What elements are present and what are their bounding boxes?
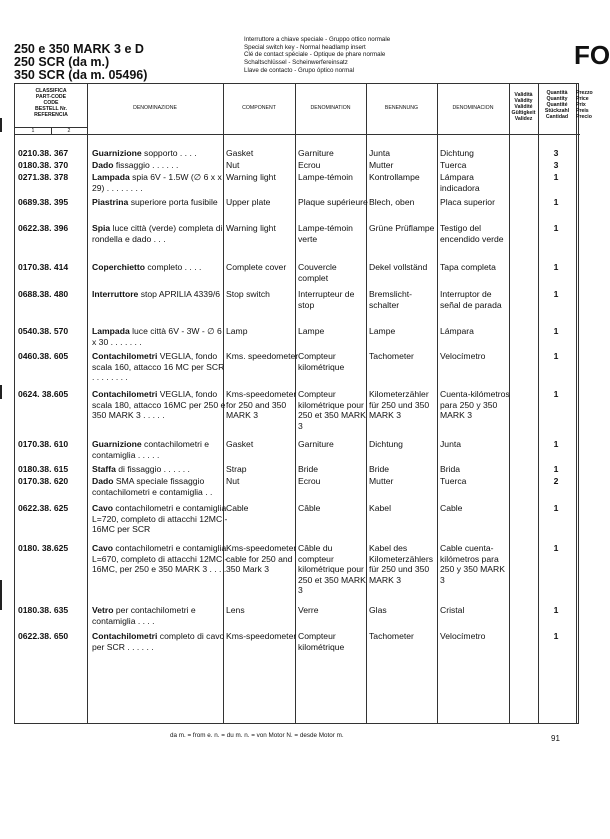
- denominacion-es: Tuerca: [440, 476, 467, 486]
- description-it-main: Lampada: [92, 326, 130, 336]
- col-header-denominacion: DENOMINACION: [452, 105, 494, 111]
- quantity: 1: [553, 223, 559, 233]
- subtitle-line: Interruttore a chiave speciale - Gruppo ottico normale: [244, 36, 391, 43]
- quantity: 1: [553, 631, 559, 641]
- benennung-de: Blech, oben: [369, 197, 415, 207]
- denominacion-es: Velocímetro: [440, 631, 486, 641]
- subtitle-line: Llave de contacto - Grupo óptico normal: [244, 66, 355, 74]
- description-it: [92, 439, 228, 460]
- section-code: FO: [574, 40, 610, 70]
- denominacion-es: Placa superior: [440, 197, 495, 207]
- denominacion-es: Cristal: [440, 605, 465, 615]
- component-en: Upper plate: [226, 197, 271, 207]
- scan-edge-mark: [0, 385, 2, 399]
- col-header-denomination: DENOMINATION: [310, 105, 351, 111]
- description-it-main: Lampada: [92, 172, 130, 182]
- denomination-fr: Couvercle complet: [298, 262, 337, 283]
- part-code: 0624. 38.605: [18, 389, 69, 399]
- quantity: 1: [553, 464, 559, 474]
- benennung-de: Tachometer: [369, 631, 414, 641]
- denomination-fr: Compteur kilométrique pour 250 et 350 MARK 3: [298, 389, 366, 431]
- description-it-detail: contachilometri e contamiglia L=670, completo di attacchi 12MC - 16MC, per 250 e 350 MARK 3 . . . .: [92, 543, 228, 574]
- denomination-fr: Verre: [298, 605, 319, 615]
- denominacion-es: Lámpara indicadora: [440, 172, 480, 193]
- denominacion-es: Cable cuenta-kilómetros para 250 y 350 MARK 3: [440, 543, 505, 585]
- denominacion-es: Testigo del encendido verde: [440, 223, 504, 244]
- description-it-detail: superiore porta fusibile: [128, 197, 218, 207]
- component-en: Kms. speedometer: [226, 351, 299, 361]
- denomination-fr: Lampe: [298, 326, 325, 336]
- quantity: 1: [553, 389, 559, 399]
- description-it-main: Contachilometri: [92, 389, 158, 399]
- description-it-main: Guarnizione: [92, 439, 142, 449]
- part-code: 0210.38. 367: [18, 148, 69, 158]
- description-it: [92, 262, 228, 273]
- description-it: [92, 148, 228, 159]
- col-header-validity: Validità Validity Validité Gültigkeit Validez: [511, 92, 536, 122]
- quantity: 1: [553, 172, 559, 182]
- denomination-fr: Garniture: [298, 439, 334, 449]
- description-it-main: Dado: [92, 476, 114, 486]
- description-it: [92, 197, 228, 208]
- benennung-de: Grüne Prüflampe: [369, 223, 435, 233]
- quantity: 3: [553, 148, 559, 158]
- denomination-fr: Bride: [298, 464, 319, 474]
- part-code: 0622.38. 625: [18, 503, 69, 513]
- denomination-fr: Câble du compteur kilométrique pour 250 et 350 MARK 3: [298, 543, 366, 595]
- description-it: [92, 543, 228, 575]
- component-en: Kms-speedometer cable for 250 and 350 Mark 3: [226, 543, 297, 574]
- col-header-code-sub-2: 2: [67, 128, 71, 134]
- description-it: [92, 605, 228, 626]
- col-header-quantity: Quantità Quantity Quantité Stückzahl Cantidad: [544, 90, 570, 120]
- quantity: 1: [553, 503, 559, 513]
- benennung-de: Junta: [369, 148, 391, 158]
- description-it: [92, 464, 228, 475]
- benennung-de: Lampe: [369, 326, 396, 336]
- denominacion-es: Velocímetro: [440, 351, 486, 361]
- description-it: [92, 351, 228, 383]
- benennung-de: Dichtung: [369, 439, 403, 449]
- benennung-de: Kabel des Kilometerzählers für 250 und 350 MARK 3: [369, 543, 433, 585]
- description-it-main: Coperchietto: [92, 262, 145, 272]
- denominacion-es: Cable: [440, 503, 463, 513]
- component-en: Lens: [226, 605, 245, 615]
- denomination-fr: Ecrou: [298, 160, 321, 170]
- benennung-de: Glas: [369, 605, 387, 615]
- benennung-de: Bride: [369, 464, 390, 474]
- part-code: 0688.38. 480: [18, 289, 69, 299]
- description-it: [92, 223, 228, 244]
- description-it: [92, 172, 228, 193]
- quantity: 1: [553, 197, 559, 207]
- quantity: 1: [553, 439, 559, 449]
- denomination-fr: Compteur kilométrique: [298, 351, 345, 372]
- part-code: 0180.38. 635: [18, 605, 69, 615]
- description-it-detail: VEGLIA, fondo scala 160, attacco 16 MC per SCR . . . . . . . .: [92, 351, 225, 382]
- description-it: [92, 160, 228, 171]
- col-header-code: CLASSIFICA PART-CODE CODE BESTELL Nr. REFERENCIA: [34, 88, 68, 118]
- denominacion-es: Junta: [440, 439, 462, 449]
- quantity: 3: [553, 160, 559, 170]
- component-en: Strap: [226, 464, 247, 474]
- description-it-main: Cavo: [92, 503, 114, 513]
- description-it: [92, 503, 228, 535]
- component-en: Gasket: [226, 148, 254, 158]
- description-it-detail: luce città 6V - 3W - ∅ 6 x 30 . . . . . . .: [92, 326, 222, 347]
- part-code: 0540.38. 570: [18, 326, 69, 336]
- description-it: [92, 326, 228, 347]
- denomination-fr: Lampe-témoin: [298, 172, 353, 182]
- component-en: Stop switch: [226, 289, 270, 299]
- component-en: Nut: [226, 476, 240, 486]
- quantity: 1: [553, 326, 559, 336]
- part-code: 0180.38. 370: [18, 160, 69, 170]
- description-it-main: Piastrina: [92, 197, 129, 207]
- part-code: 0271.38. 378: [18, 172, 69, 182]
- denominacion-es: Tuerca: [440, 160, 467, 170]
- part-code: 0170.38. 620: [18, 476, 69, 486]
- description-it-detail: contachilometri e contamiglia . . . . .: [92, 439, 210, 460]
- component-en: Warning light: [226, 172, 276, 182]
- col-header-code-sub-1: 1: [31, 128, 35, 134]
- description-it-detail: stop APRILIA 4339/6: [138, 289, 221, 299]
- col-header-benennung: BENENNUNG: [384, 105, 419, 111]
- title-line: 250 SCR (da m.): [14, 55, 110, 69]
- denomination-fr: Câble: [298, 503, 321, 513]
- component-en: Nut: [226, 160, 240, 170]
- denominacion-es: Cuenta-kilómetros para 250 y 350 MARK 3: [440, 389, 510, 420]
- description-it-main: Contachilometri: [92, 631, 158, 641]
- denominacion-es: Lámpara: [440, 326, 474, 336]
- benennung-de: Mutter: [369, 160, 394, 170]
- scan-edge-mark: [0, 118, 2, 132]
- col-header-price: Prezzo Price Prix Preis Precio: [576, 90, 593, 120]
- part-code: 0170.38. 610: [18, 439, 69, 449]
- component-en: Complete cover: [226, 262, 287, 272]
- col-header-denominazione: DENOMINAZIONE: [133, 105, 177, 111]
- denominacion-es: Interruptor de señal de parada: [440, 289, 502, 310]
- quantity: 1: [553, 351, 559, 361]
- description-it-detail: SMA speciale fissaggio contachilometri e contamiglia . .: [92, 476, 213, 497]
- description-it-detail: luce città (verde) completa di rondella e dado . . .: [92, 223, 223, 244]
- denomination-fr: Garniture: [298, 148, 334, 158]
- description-it-main: Dado: [92, 160, 114, 170]
- part-code: 0180.38. 615: [18, 464, 69, 474]
- description-it-main: Staffa: [92, 464, 116, 474]
- footer-note: da m. = from e. n. = du m. n. = von Motor N. = desde Motor m.: [170, 732, 344, 739]
- denomination-fr: Interrupteur de stop: [298, 289, 355, 310]
- col-header-component: COMPONENT: [242, 105, 276, 111]
- description-it: [92, 631, 228, 652]
- benennung-de: Kabel: [369, 503, 391, 513]
- description-it-detail: sopporto . . . .: [141, 148, 197, 158]
- section-subtitle: [244, 36, 390, 75]
- part-code: 0180. 38.625: [18, 543, 69, 553]
- description-it: [92, 389, 228, 421]
- quantity: 2: [553, 476, 559, 486]
- part-code: 0622.38. 650: [18, 631, 69, 641]
- description-it: [92, 476, 228, 497]
- denomination-fr: Ecrou: [298, 476, 321, 486]
- component-en: Kms-speedometer for 250 and 350 MARK 3: [226, 389, 297, 420]
- description-it-main: Spia: [92, 223, 111, 233]
- benennung-de: Bremslicht-schalter: [369, 289, 412, 310]
- subtitle-line: Schaltschlüssel - Scheinwerfereinsatz: [244, 59, 348, 67]
- component-en: Lamp: [226, 326, 248, 336]
- title-line: 250 e 350 MARK 3 e D: [14, 42, 144, 56]
- description-it-main: Interruttore: [92, 289, 139, 299]
- description-it-main: Guarnizione: [92, 148, 142, 158]
- component-en: Gasket: [226, 439, 254, 449]
- benennung-de: Kilometerzähler für 250 und 350 MARK 3: [369, 389, 430, 420]
- quantity: 1: [553, 289, 559, 299]
- title-line: 350 SCR (da m. 05496): [14, 68, 148, 82]
- quantity: 1: [553, 543, 559, 553]
- page-number: 91: [551, 734, 560, 743]
- description-it-main: Vetro: [92, 605, 114, 615]
- part-code: 0460.38. 605: [18, 351, 69, 361]
- part-code: 0170.38. 414: [18, 262, 69, 272]
- description-it-detail: fissaggio . . . . . .: [113, 160, 179, 170]
- description-it-detail: spia 6V - 1.5W (∅ 6 x x 29) . . . . . . . .: [92, 172, 222, 193]
- description-it: [92, 289, 228, 300]
- benennung-de: Mutter: [369, 476, 394, 486]
- description-it-detail: contachilometri e contamiglia L=720, completo di attacchi 12MC - 16MC per SCR: [92, 503, 228, 534]
- component-en: Cable: [226, 503, 249, 513]
- subtitle-line: Special switch key - Normal headlamp insert: [244, 43, 366, 51]
- denomination-fr: Lampe-témoin verte: [298, 223, 353, 244]
- component-en: Kms-speedometer: [226, 631, 297, 641]
- description-it-main: Contachilometri: [92, 351, 158, 361]
- part-code: 0622.38. 396: [18, 223, 69, 233]
- description-it-detail: VEGLIA, fondo scala 180, attacco 16MC per 250 e 350 MARK 3 . . . . .: [92, 389, 226, 420]
- quantity: 1: [553, 262, 559, 272]
- description-it-detail: di fissaggio . . . . . .: [115, 464, 190, 474]
- quantity: 1: [553, 605, 559, 615]
- denominacion-es: Brida: [440, 464, 461, 474]
- description-it-detail: completo di cavo per SCR . . . . . .: [92, 631, 225, 652]
- part-code: 0689.38. 395: [18, 197, 69, 207]
- benennung-de: Dekel vollständ: [369, 262, 428, 272]
- denominacion-es: Dichtung: [440, 148, 474, 158]
- catalog-title: [14, 43, 147, 82]
- benennung-de: Kontrollampe: [369, 172, 420, 182]
- denominacion-es: Tapa completa: [440, 262, 496, 272]
- description-it-detail: per contachilometri e contamiglia . . . .: [92, 605, 196, 626]
- scan-edge-mark: [0, 580, 2, 610]
- denomination-fr: Plaque supérieure: [298, 197, 368, 207]
- benennung-de: Tachometer: [369, 351, 414, 361]
- subtitle-line: Clé de contact spéciale - Optique de phare normale: [244, 51, 386, 59]
- description-it-detail: completo . . . .: [145, 262, 202, 272]
- denomination-fr: Compteur kilométrique: [298, 631, 345, 652]
- description-it-main: Cavo: [92, 543, 114, 553]
- component-en: Warning light: [226, 223, 276, 233]
